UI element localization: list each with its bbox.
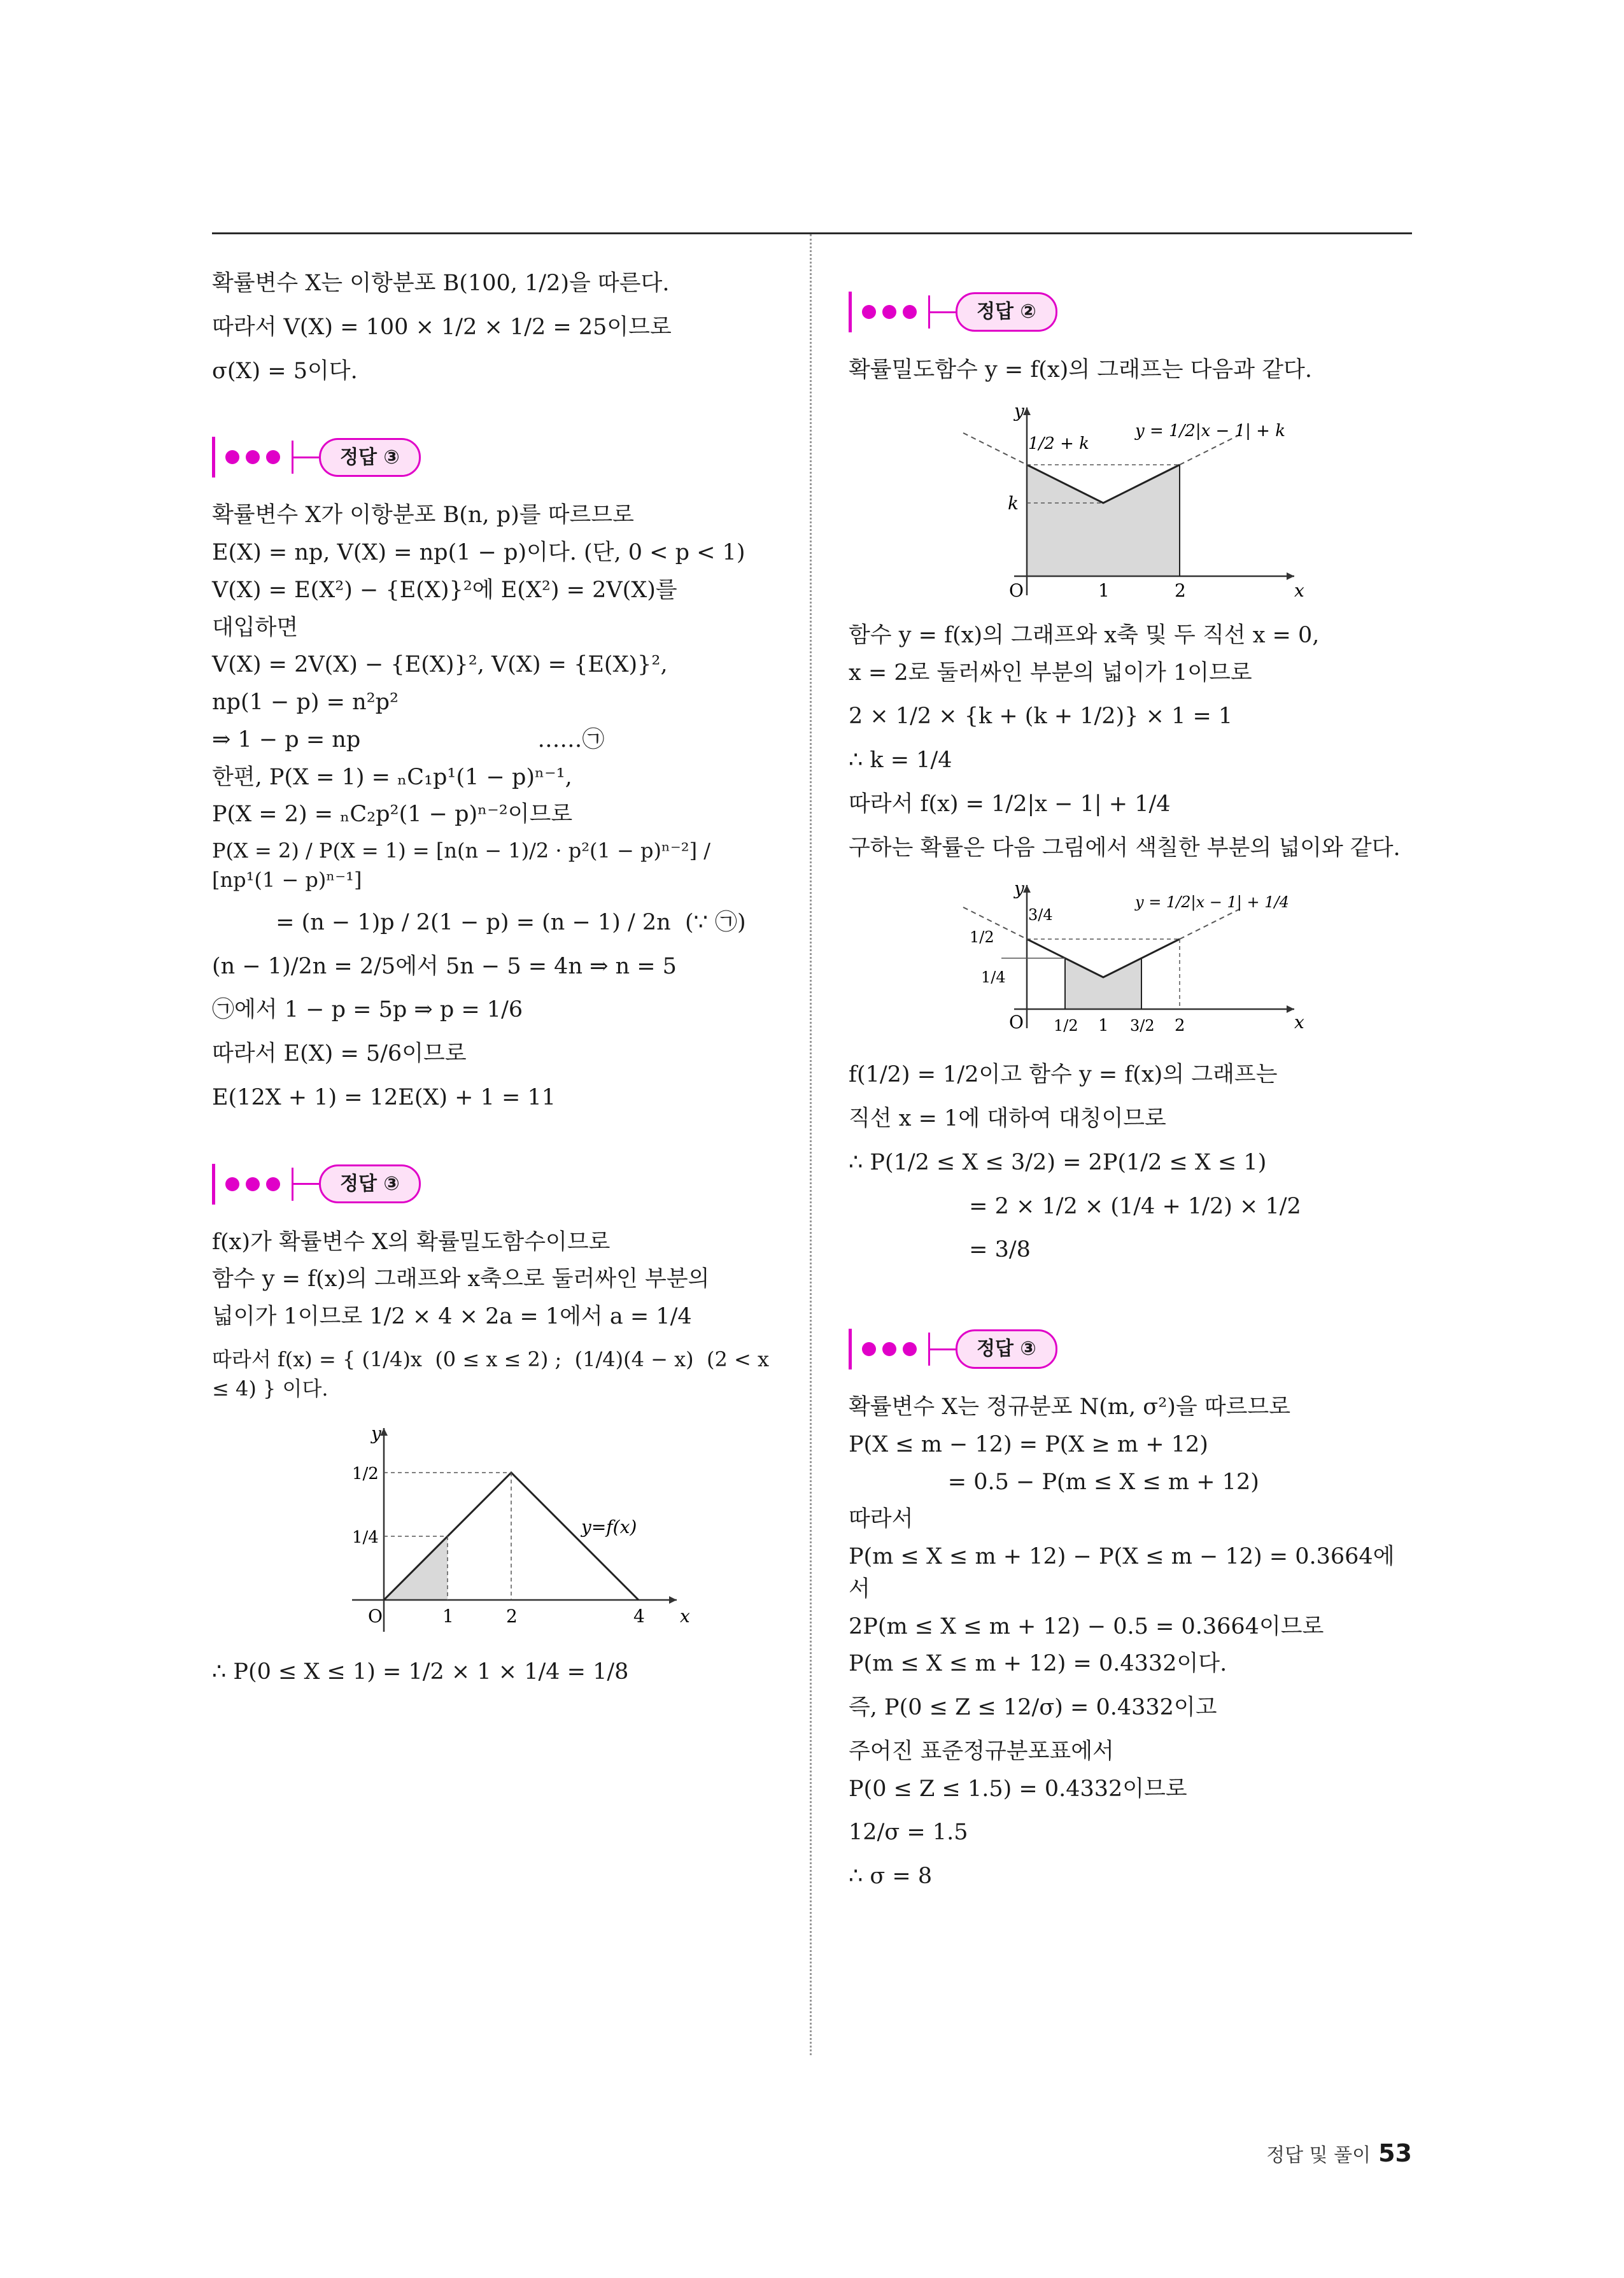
solution-line: = 0.5 − P(m ≤ X ≤ m + 12) — [849, 1469, 1259, 1495]
y-tick-label: 3/4 — [1028, 906, 1053, 924]
solution-line: 함수 y = f(x)의 그래프와 x축으로 둘러싸인 부분의 — [212, 1266, 710, 1292]
x-tick-label: 1 — [1098, 1016, 1109, 1036]
solution-line: 넓이가 1이므로 1/2 × 4 × 2a = 1에서 a = 1/4 — [212, 1304, 692, 1330]
page-footer — [1266, 2139, 1412, 2167]
curve-label: y=f(x) — [581, 1516, 637, 1538]
curve-label: y = 1/2|x − 1| + 1/4 — [1135, 893, 1289, 912]
solution-line: 함수 y = f(x)의 그래프와 x축 및 두 직선 x = 0, — [849, 622, 1320, 648]
shaded-region — [1027, 465, 1180, 576]
top-rule — [212, 232, 1412, 234]
x-axis-label: x — [1294, 579, 1304, 601]
y-tick-label: k — [1008, 492, 1019, 514]
solution-line: P(X = 2) / P(X = 1) = [n(n − 1)/2 · p²(1 − p)ⁿ⁻²] / [np¹(1 − p)ⁿ⁻¹] — [212, 838, 717, 893]
solution-line: (n − 1)/2n = 2/5에서 5n − 5 = 4n ⇒ n = 5 — [212, 953, 677, 979]
solution-line: 2P(m ≤ X ≤ m + 12) − 0.5 = 0.3664이므로 — [849, 1613, 1324, 1639]
y-tick-label: 1/4 — [981, 968, 1006, 987]
solution-line: ∴ k = 1/4 — [849, 747, 952, 773]
solution-line: 2 × 1/2 × {k + (k + 1/2)} × 1 = 1 — [849, 704, 1233, 730]
x-tick-label: 1 — [442, 1605, 454, 1627]
solution-line: 주어진 표준정규분포표에서 — [849, 1738, 1114, 1764]
left-intro-line-3: σ(X) = 5이다. — [212, 358, 358, 384]
solution-line: = (n − 1)p / 2(1 − p) = (n − 1) / 2n (∵ ㉠) — [212, 909, 746, 935]
origin-label: O — [368, 1605, 383, 1627]
pdf-v-graph-1 — [957, 398, 1313, 608]
solution-line: 따라서 E(X) = 5/6이므로 — [212, 1041, 467, 1067]
origin-label: O — [1009, 1012, 1024, 1033]
solution-line: ㉠에서 1 − p = 5p ⇒ p = 1/6 — [212, 997, 523, 1023]
solution-line: 따라서 f(x) = { (1/4)x (0 ≤ x ≤ 2) ; (1/4)(4 − x) (2 < x ≤ 4) } 이다. — [212, 1347, 776, 1401]
answer-badge: 정답 ③ — [319, 1164, 421, 1204]
answer-badge: 정답 ③ — [956, 1329, 1057, 1369]
page-number: 53 — [1378, 2139, 1412, 2167]
header-dots — [225, 450, 280, 464]
solution-line: np(1 − p) = n²p² — [212, 690, 399, 715]
solution-line: 확률밀도함수 y = f(x)의 그래프는 다음과 같다. — [849, 357, 1312, 383]
solution-line: ∴ P(0 ≤ X ≤ 1) = 1/2 × 1 × 1/4 = 1/8 — [212, 1659, 629, 1685]
answer-header-right-1 — [849, 287, 1409, 337]
solution-line: ∴ σ = 8 — [849, 1864, 933, 1889]
footer-label: 정답 및 풀이 — [1266, 2144, 1371, 2167]
answer-header-left-2 — [212, 432, 772, 483]
left-intro-line-1: 확률변수 X는 이항분포 B(100, 1/2)을 따른다. — [212, 271, 670, 296]
header-bar — [212, 437, 215, 478]
x-axis-label: x — [1294, 1012, 1304, 1033]
x-tick-label: 1 — [1098, 579, 1110, 601]
origin-label: O — [1009, 579, 1024, 601]
x-tick-label: 4 — [633, 1605, 645, 1627]
column-divider — [810, 234, 812, 2055]
solution-line: E(X) = np, V(X) = np(1 − p)이다. (단, 0 < p < 1) — [212, 540, 745, 565]
y-tick-label: 1/2 — [352, 1464, 379, 1483]
solution-line: 직선 x = 1에 대하여 대칭이므로 — [849, 1106, 1166, 1131]
curve-label: y = 1/2|x − 1| + k — [1135, 421, 1285, 441]
right-column — [849, 267, 1409, 1904]
solution-line: x = 2로 둘러싸인 부분의 넓이가 1이므로 — [849, 660, 1252, 686]
solution-line: 즉, P(0 ≤ Z ≤ 12/σ) = 0.4332이고 — [849, 1695, 1217, 1720]
x-tick-label: 2 — [506, 1605, 518, 1627]
solution-line: = 3/8 — [849, 1237, 1031, 1263]
solution-line: 대입하면 — [212, 614, 299, 640]
answer-badge: 정답 ③ — [319, 438, 421, 478]
solution-line: 확률변수 X가 이항분포 B(n, p)를 따르므로 — [212, 502, 634, 528]
solution-line: f(1/2) = 1/2이고 함수 y = f(x)의 그래프는 — [849, 1062, 1278, 1088]
pdf-v-graph-2 — [957, 875, 1313, 1047]
solution-line: 한편, P(X = 1) = ₙC₁p¹(1 − p)ⁿ⁻¹, — [212, 764, 572, 790]
solution-line: P(0 ≤ Z ≤ 1.5) = 0.4332이므로 — [849, 1776, 1187, 1802]
solution-line: 확률변수 X는 정규분포 N(m, σ²)을 따르므로 — [849, 1394, 1291, 1420]
y-axis-label: y — [1014, 878, 1024, 900]
shaded-region — [1065, 958, 1141, 1009]
x-tick-label: 2 — [1175, 1016, 1185, 1036]
answer-badge: 정답 ② — [956, 292, 1057, 332]
solution-line: P(X = 2) = ₙC₂p²(1 − p)ⁿ⁻²이므로 — [212, 802, 573, 828]
left-column — [212, 267, 776, 1699]
solution-line: V(X) = 2V(X) − {E(X)}², V(X) = {E(X)}², — [212, 652, 668, 678]
solution-line: E(12X + 1) = 12E(X) + 1 = 11 — [212, 1084, 556, 1110]
x-tick-label: 1/2 — [1054, 1017, 1078, 1035]
solution-line: V(X) = E(X²) − {E(X)}²에 E(X²) = 2V(X)를 — [212, 577, 677, 603]
left-intro-line-2: 따라서 V(X) = 100 × 1/2 × 1/2 = 25이므로 — [212, 314, 672, 340]
answer-header-right-2 — [849, 1324, 1409, 1375]
solution-line: 따라서 — [849, 1506, 914, 1532]
y-tick-label: 1/4 — [352, 1527, 379, 1547]
y-axis-label: y — [371, 1422, 381, 1444]
x-axis-label: x — [680, 1605, 690, 1627]
x-tick-label: 2 — [1175, 579, 1186, 601]
solution-line: 12/σ = 1.5 — [849, 1820, 968, 1846]
solution-line: P(m ≤ X ≤ m + 12) = 0.4332이다. — [849, 1651, 1227, 1677]
solution-line: P(m ≤ X ≤ m + 12) − P(X ≤ m − 12) = 0.3664에서 — [849, 1544, 1395, 1602]
solution-line: = 2 × 1/2 × (1/4 + 1/2) × 1/2 — [849, 1193, 1301, 1219]
solution-line: P(X ≤ m − 12) = P(X ≥ m + 12) — [849, 1431, 1208, 1457]
solution-line: ∴ P(1/2 ≤ X ≤ 3/2) = 2P(1/2 ≤ X ≤ 1) — [849, 1149, 1267, 1175]
solution-line: ⇒ 1 − p = np ……㉠ — [212, 726, 605, 753]
solution-line: 구하는 확률은 다음 그림에서 색칠한 부분의 넓이와 같다. — [849, 835, 1401, 861]
y-tick-label: 1/2 + k — [1028, 434, 1089, 453]
solution-line: f(x)가 확률변수 X의 확률밀도함수이므로 — [212, 1229, 611, 1255]
y-tick-label: 1/2 — [970, 928, 994, 947]
y-axis-label: y — [1014, 400, 1024, 421]
x-tick-label: 3/2 — [1130, 1017, 1155, 1035]
answer-header-left-3 — [212, 1159, 772, 1210]
solution-line: 따라서 f(x) = 1/2|x − 1| + 1/4 — [849, 791, 1171, 817]
pdf-triangle-graph — [339, 1415, 696, 1645]
